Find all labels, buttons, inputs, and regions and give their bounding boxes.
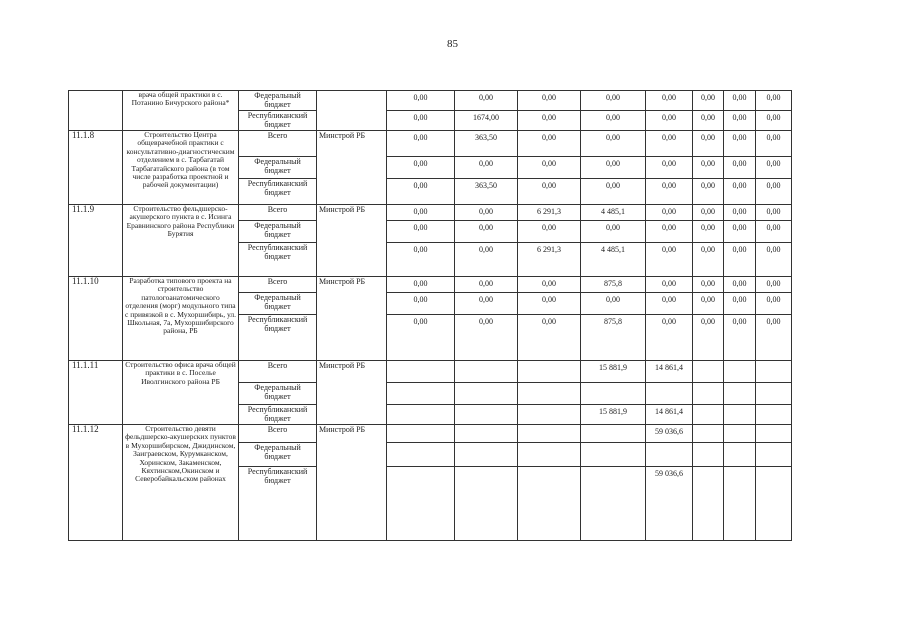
item-code: 11.1.10 (69, 277, 123, 361)
value-cell: 0,00 (756, 91, 792, 111)
value-cell: 0,00 (724, 91, 756, 111)
funding-source: Республиканский бюджет (239, 111, 317, 131)
value-cell: 0,00 (724, 205, 756, 221)
value-cell: 0,00 (724, 157, 756, 179)
value-cell: 0,00 (518, 293, 581, 315)
value-cell: 15 881,9 (581, 361, 646, 383)
value-cell: 0,00 (693, 205, 724, 221)
value-cell: 0,00 (387, 111, 455, 131)
value-cell: 0,00 (756, 277, 792, 293)
funding-source: Федеральный бюджет (239, 221, 317, 243)
value-cell (581, 383, 646, 405)
value-cell: 0,00 (646, 243, 693, 277)
value-cell (518, 467, 581, 541)
value-cell (693, 405, 724, 425)
value-cell: 0,00 (455, 205, 518, 221)
value-cell: 0,00 (693, 179, 724, 205)
funding-source: Всего (239, 131, 317, 157)
funding-source: Республиканский бюджет (239, 315, 317, 361)
budget-table (68, 90, 792, 541)
value-cell (387, 467, 455, 541)
funding-source: Республиканский бюджет (239, 179, 317, 205)
value-cell: 0,00 (581, 131, 646, 157)
value-cell: 0,00 (387, 131, 455, 157)
value-cell: 0,00 (693, 243, 724, 277)
value-cell: 0,00 (387, 221, 455, 243)
program-description: врача общей практики в с. Потанино Бичурского района* (123, 91, 239, 131)
value-cell: 0,00 (756, 131, 792, 157)
table-row (69, 277, 792, 293)
value-cell (756, 425, 792, 443)
executor: Минстрой РБ (317, 205, 387, 277)
value-cell: 0,00 (455, 157, 518, 179)
value-cell: 0,00 (756, 111, 792, 131)
table-row (69, 205, 792, 221)
executor: Минстрой РБ (317, 425, 387, 541)
value-cell: 0,00 (646, 205, 693, 221)
value-cell: 0,00 (455, 91, 518, 111)
value-cell: 0,00 (756, 293, 792, 315)
value-cell: 0,00 (581, 293, 646, 315)
executor (317, 91, 387, 131)
table-row (69, 131, 792, 157)
funding-source: Республиканский бюджет (239, 467, 317, 541)
value-cell (387, 425, 455, 443)
value-cell (724, 383, 756, 405)
value-cell (724, 467, 756, 541)
value-cell: 0,00 (646, 111, 693, 131)
value-cell (455, 383, 518, 405)
value-cell (518, 425, 581, 443)
value-cell (455, 425, 518, 443)
value-cell: 0,00 (646, 277, 693, 293)
item-code (69, 91, 123, 131)
value-cell: 0,00 (646, 315, 693, 361)
page-number: 85 (447, 38, 458, 50)
value-cell: 0,00 (756, 179, 792, 205)
value-cell: 875,8 (581, 277, 646, 293)
value-cell (693, 425, 724, 443)
funding-source: Федеральный бюджет (239, 383, 317, 405)
program-description: Строительство фельдшерско-акушерского пункта в с. Исинга Еравнинского района Республики Бурятия (123, 205, 239, 277)
funding-source: Федеральный бюджет (239, 443, 317, 467)
value-cell (518, 361, 581, 383)
funding-source: Всего (239, 205, 317, 221)
value-cell: 0,00 (581, 91, 646, 111)
value-cell: 59 036,6 (646, 425, 693, 443)
funding-source: Федеральный бюджет (239, 293, 317, 315)
table-row (69, 91, 792, 111)
value-cell: 0,00 (387, 277, 455, 293)
value-cell: 0,00 (518, 91, 581, 111)
value-cell (455, 467, 518, 541)
funding-source: Всего (239, 277, 317, 293)
value-cell: 0,00 (724, 243, 756, 277)
executor: Минстрой РБ (317, 361, 387, 425)
value-cell: 0,00 (756, 315, 792, 361)
item-code: 11.1.9 (69, 205, 123, 277)
value-cell: 4 485,1 (581, 205, 646, 221)
value-cell: 0,00 (693, 131, 724, 157)
value-cell: 0,00 (387, 179, 455, 205)
value-cell: 0,00 (581, 221, 646, 243)
value-cell (693, 443, 724, 467)
funding-source: Республиканский бюджет (239, 405, 317, 425)
value-cell: 0,00 (724, 315, 756, 361)
value-cell (646, 383, 693, 405)
funding-source: Федеральный бюджет (239, 157, 317, 179)
value-cell: 363,50 (455, 179, 518, 205)
value-cell: 0,00 (693, 111, 724, 131)
funding-source: Федеральный бюджет (239, 91, 317, 111)
value-cell: 0,00 (756, 243, 792, 277)
value-cell: 0,00 (693, 293, 724, 315)
value-cell: 0,00 (646, 293, 693, 315)
value-cell: 0,00 (387, 91, 455, 111)
value-cell (387, 383, 455, 405)
value-cell: 0,00 (581, 111, 646, 131)
value-cell (724, 425, 756, 443)
value-cell: 0,00 (646, 157, 693, 179)
funding-source: Республиканский бюджет (239, 243, 317, 277)
value-cell: 0,00 (518, 315, 581, 361)
value-cell (455, 405, 518, 425)
value-cell: 15 881,9 (581, 405, 646, 425)
value-cell: 0,00 (646, 221, 693, 243)
value-cell (693, 383, 724, 405)
value-cell: 0,00 (518, 179, 581, 205)
value-cell: 0,00 (693, 277, 724, 293)
value-cell (756, 405, 792, 425)
value-cell (756, 443, 792, 467)
value-cell (724, 443, 756, 467)
value-cell: 0,00 (724, 221, 756, 243)
value-cell: 0,00 (756, 157, 792, 179)
value-cell: 0,00 (724, 179, 756, 205)
program-description: Разработка типового проекта на строительство патологоанатомического отделения (морг) модульного типа с привязкой в с. Мухоршибирь, ул. Школьная, 7а, Мухоршибирского района, РБ (123, 277, 239, 361)
value-cell: 6 291,3 (518, 243, 581, 277)
value-cell: 0,00 (756, 221, 792, 243)
value-cell: 0,00 (455, 293, 518, 315)
value-cell: 0,00 (724, 111, 756, 131)
value-cell: 0,00 (518, 277, 581, 293)
value-cell: 0,00 (455, 315, 518, 361)
funding-source: Всего (239, 361, 317, 383)
value-cell: 875,8 (581, 315, 646, 361)
value-cell: 0,00 (387, 157, 455, 179)
value-cell: 0,00 (646, 131, 693, 157)
value-cell: 0,00 (693, 221, 724, 243)
value-cell (387, 405, 455, 425)
value-cell: 363,50 (455, 131, 518, 157)
value-cell: 0,00 (518, 111, 581, 131)
value-cell: 0,00 (455, 277, 518, 293)
program-description: Строительство офиса врача общей практики в с. Поселье Иволгинского района РБ (123, 361, 239, 425)
program-description: Строительство Центра общеврачебной практики с консультативно-диагностическим отделением в с. Тарбагатай Тарбагатайского района (в том числе разработка проектной и рабочей документации) (123, 131, 239, 205)
value-cell (756, 383, 792, 405)
value-cell (455, 443, 518, 467)
value-cell: 0,00 (693, 315, 724, 361)
value-cell: 0,00 (518, 221, 581, 243)
value-cell: 0,00 (518, 131, 581, 157)
value-cell: 0,00 (581, 179, 646, 205)
item-code: 11.1.11 (69, 361, 123, 425)
value-cell (693, 361, 724, 383)
value-cell: 0,00 (646, 91, 693, 111)
item-code: 11.1.12 (69, 425, 123, 541)
value-cell: 4 485,1 (581, 243, 646, 277)
value-cell: 14 861,4 (646, 361, 693, 383)
value-cell: 0,00 (387, 205, 455, 221)
value-cell: 0,00 (387, 315, 455, 361)
value-cell (724, 361, 756, 383)
value-cell: 0,00 (387, 243, 455, 277)
table-body (69, 91, 792, 541)
value-cell: 0,00 (693, 91, 724, 111)
value-cell (518, 383, 581, 405)
value-cell (581, 425, 646, 443)
value-cell: 0,00 (646, 179, 693, 205)
executor: Минстрой РБ (317, 277, 387, 361)
value-cell (387, 361, 455, 383)
value-cell (756, 361, 792, 383)
value-cell (724, 405, 756, 425)
value-cell: 0,00 (455, 243, 518, 277)
value-cell (387, 443, 455, 467)
value-cell (518, 405, 581, 425)
value-cell (581, 443, 646, 467)
value-cell (518, 443, 581, 467)
value-cell: 0,00 (387, 293, 455, 315)
table-row (69, 425, 792, 443)
value-cell: 14 861,4 (646, 405, 693, 425)
table-row (69, 361, 792, 383)
value-cell: 0,00 (724, 131, 756, 157)
value-cell: 0,00 (518, 157, 581, 179)
funding-source: Всего (239, 425, 317, 443)
program-description: Строительство девяти фельдшерско-акушерских пунктов в Мухоршибирском, Джидинском, Заиграевском, Курумканском, Хоринском, Закаменском, Кяхтинском,Окинском и Северобайкальском районах (123, 425, 239, 541)
value-cell: 0,00 (693, 157, 724, 179)
value-cell: 0,00 (724, 277, 756, 293)
value-cell: 0,00 (724, 293, 756, 315)
value-cell (756, 467, 792, 541)
value-cell (693, 467, 724, 541)
executor: Минстрой РБ (317, 131, 387, 205)
value-cell: 59 036,6 (646, 467, 693, 541)
value-cell (581, 467, 646, 541)
item-code: 11.1.8 (69, 131, 123, 205)
value-cell: 0,00 (455, 221, 518, 243)
value-cell: 0,00 (581, 157, 646, 179)
value-cell (646, 443, 693, 467)
value-cell: 1674,00 (455, 111, 518, 131)
value-cell: 6 291,3 (518, 205, 581, 221)
value-cell: 0,00 (756, 205, 792, 221)
value-cell (455, 361, 518, 383)
